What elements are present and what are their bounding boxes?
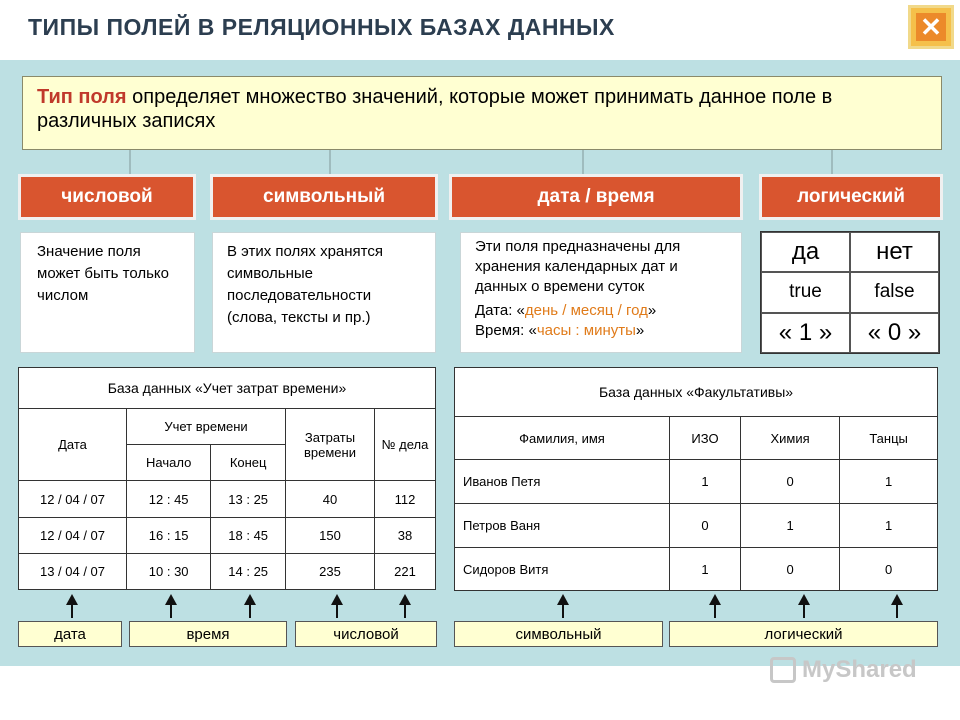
logic-one: « 1 » xyxy=(761,313,850,353)
label-symbolic: символьный xyxy=(454,621,663,647)
table1-col-num: № дела xyxy=(375,409,436,481)
arrow-up-icon xyxy=(556,594,570,618)
datetime-date-line: Дата: «день / месяц / год» xyxy=(475,302,657,319)
table1-title: База данных «Учет затрат времени» xyxy=(19,368,436,409)
table-row: 12 / 04 / 07 16 : 15 18 : 45 150 38 xyxy=(19,517,436,553)
category-logical: логический xyxy=(759,174,943,220)
label-logical: логический xyxy=(669,621,938,647)
electives-table xyxy=(454,367,938,591)
definition-box xyxy=(22,76,942,150)
logical-values-grid xyxy=(760,231,940,354)
connector-line xyxy=(129,150,131,176)
logic-false: false xyxy=(850,272,939,312)
table1-col-date: Дата xyxy=(19,409,127,481)
close-button[interactable] xyxy=(908,5,954,49)
logic-no: нет xyxy=(850,232,939,272)
logic-zero: « 0 » xyxy=(850,313,939,353)
close-icon: ✕ xyxy=(916,13,946,41)
arrow-up-icon xyxy=(243,594,257,618)
arrow-up-icon xyxy=(797,594,811,618)
connector-line xyxy=(831,150,833,176)
label-numeric: числовой xyxy=(295,621,437,647)
logic-true: true xyxy=(761,272,850,312)
table1-col-end: Конец xyxy=(211,445,286,481)
table-row: 13 / 04 / 07 10 : 30 14 : 25 235 221 xyxy=(19,553,436,589)
time-format: часы : минуты xyxy=(536,322,636,339)
table-row: Петров Ваня 0 1 1 xyxy=(455,504,938,548)
datetime-intro: Эти поля предназначены для хранения календарных дат и данных о времени суток xyxy=(475,238,681,295)
presentation-icon xyxy=(770,657,796,683)
table-row: Сидоров Витя 1 0 0 xyxy=(455,548,938,591)
connector-line xyxy=(582,150,584,176)
table2-col-chem: Химия xyxy=(740,417,839,460)
definition-highlight: Тип поля xyxy=(37,86,127,108)
table1-col-cost: Затраты времени xyxy=(286,409,375,481)
arrow-up-icon xyxy=(890,594,904,618)
desc-symbolic: В этих полях хранятся символьные последовательности (слова, тексты и пр.) xyxy=(212,232,436,353)
watermark-text: MyShared xyxy=(802,656,917,683)
table2-col-art: ИЗО xyxy=(670,417,741,460)
logic-yes: да xyxy=(761,232,850,272)
arrow-up-icon xyxy=(65,594,79,618)
desc-numeric: Значение поля может быть только числом xyxy=(20,232,195,353)
label-time: время xyxy=(129,621,287,647)
category-numeric: числовой xyxy=(18,174,196,220)
table2-title: База данных «Факультативы» xyxy=(455,368,938,417)
datetime-time-line: Время: «часы : минуты» xyxy=(475,322,645,339)
table2-col-dance: Танцы xyxy=(840,417,938,460)
time-cost-table xyxy=(18,367,436,590)
arrow-up-icon xyxy=(708,594,722,618)
table1-col-time-group: Учет времени xyxy=(127,409,286,445)
page-title: ТИПЫ ПОЛЕЙ В РЕЛЯЦИОННЫХ БАЗАХ ДАННЫХ xyxy=(28,14,615,40)
arrow-up-icon xyxy=(330,594,344,618)
table2-col-name: Фамилия, имя xyxy=(455,417,670,460)
watermark xyxy=(770,656,917,684)
arrow-up-icon xyxy=(164,594,178,618)
table-row: Иванов Петя 1 0 1 xyxy=(455,460,938,504)
arrow-up-icon xyxy=(398,594,412,618)
category-symbolic: символьный xyxy=(210,174,438,220)
definition-text: определяет множество значений, которые может принимать данное поле в различных записях xyxy=(37,86,833,132)
label-date: дата xyxy=(18,621,122,647)
category-datetime: дата / время xyxy=(449,174,743,220)
date-format: день / месяц / год xyxy=(524,302,648,319)
connector-line xyxy=(329,150,331,176)
desc-datetime xyxy=(460,232,742,353)
table-row: 12 / 04 / 07 12 : 45 13 : 25 40 112 xyxy=(19,481,436,517)
table1-col-start: Начало xyxy=(127,445,211,481)
